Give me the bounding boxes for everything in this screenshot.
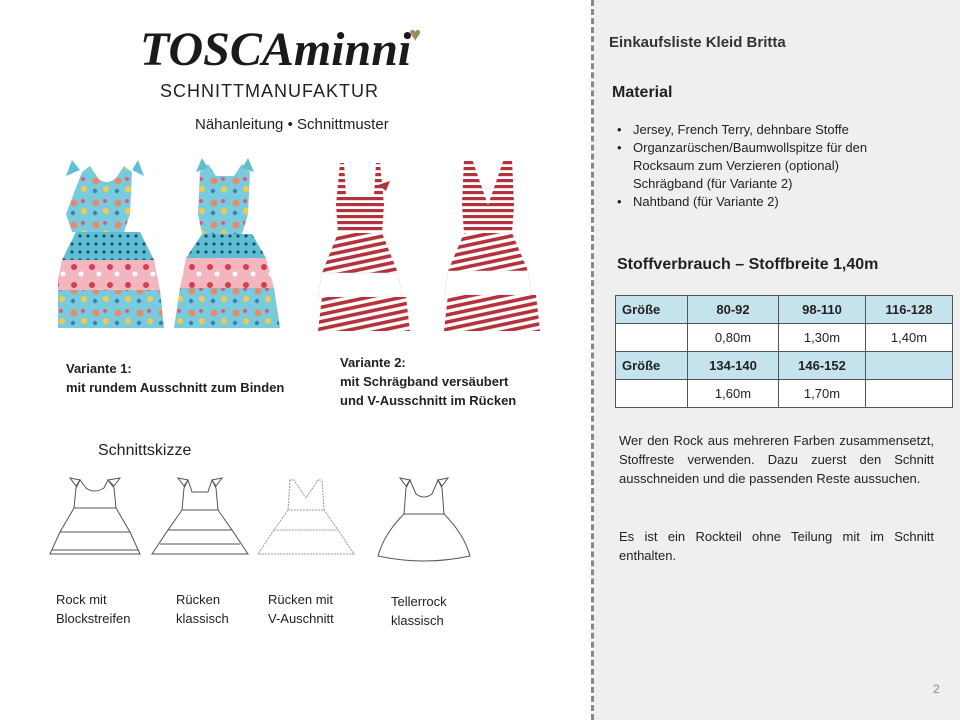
- table-row: [616, 324, 953, 352]
- table-cell: Größe: [616, 352, 688, 380]
- table-cell: 1,40m: [866, 324, 953, 352]
- sketch-title: Schnittskizze: [98, 442, 192, 459]
- table-cell: 80-92: [688, 296, 779, 324]
- table-row: [616, 352, 953, 380]
- material-list: [617, 121, 917, 211]
- page-number: 2: [933, 682, 940, 696]
- sketch-drawings: [44, 474, 474, 574]
- table-cell: 98-110: [779, 296, 866, 324]
- brand-logo: [140, 22, 423, 77]
- list-item: • Organzarüschen/Baumwollspitze für den Rocksaum zum Verzieren (optional) Schrägband (für Variante 2): [617, 139, 893, 193]
- list-item: • Nahtband (für Variante 2): [617, 193, 917, 211]
- sketch-label-4a: Tellerrock: [391, 594, 447, 609]
- dress-v2-front-photo: [318, 163, 410, 331]
- paragraph-skirt-piece: Es ist ein Rockteil ohne Teilung mit im Schnitt enthalten.: [619, 529, 934, 563]
- paragraph-remnants: Wer den Rock aus mehreren Farben zusammensetzt, Stoffreste verwenden. Dazu zuerst den Schnitt ausschneiden und die passenden Reste aussuchen.: [619, 433, 934, 486]
- table-cell: 0,80m: [688, 324, 779, 352]
- sketch-block-stripes: [50, 478, 140, 554]
- table-cell: 134-140: [688, 352, 779, 380]
- sketch-label-3b: V-Auschnitt: [268, 611, 334, 626]
- table-cell: 146-152: [779, 352, 866, 380]
- variant1-photos: [58, 152, 290, 348]
- table-row: [616, 380, 953, 408]
- material-heading: Material: [612, 84, 673, 101]
- variant2-desc: mit Schrägband versäubert: [340, 374, 509, 389]
- sketch-circle-skirt: [378, 478, 470, 561]
- table-cell: [866, 352, 953, 380]
- heart-icon: ♥: [409, 24, 422, 46]
- dress-back-photo: [174, 158, 280, 328]
- logo-subtitle: SCHNITTMANUFAKTUR: [160, 81, 379, 101]
- sketch-label-1a: Rock mit: [56, 592, 107, 607]
- table-cell: [616, 380, 688, 408]
- dress-v2-back-photo: [444, 159, 540, 331]
- table-cell: 116-128: [866, 296, 953, 324]
- table-cell: 1,70m: [779, 380, 866, 408]
- fabric-usage-heading: Stoffverbrauch – Stoffbreite 1,40m: [617, 256, 879, 273]
- variant2-photos: [318, 155, 550, 341]
- sketch-back-v: [258, 480, 354, 554]
- table-cell: [866, 380, 953, 408]
- table-cell: Größe: [616, 296, 688, 324]
- table-cell: [616, 324, 688, 352]
- dress-front-photo: [58, 160, 164, 328]
- variant1-title: Variante 1:: [66, 361, 132, 376]
- table-row: [616, 296, 953, 324]
- size-table: [615, 295, 953, 408]
- sketch-label-3a: Rücken mit: [268, 592, 334, 607]
- logo-text: TOSCAminni: [140, 23, 412, 76]
- table-cell: 1,60m: [688, 380, 779, 408]
- variant2-desc2: und V-Ausschnitt im Rücken: [340, 393, 517, 408]
- sketch-label-2b: klassisch: [176, 611, 229, 626]
- sketch-back-classic: [152, 478, 248, 554]
- table-cell: 1,30m: [779, 324, 866, 352]
- sketch-label-4b: klassisch: [391, 613, 444, 628]
- sketch-label-1b: Blockstreifen: [56, 611, 131, 626]
- variant2-title: Variante 2:: [340, 355, 406, 370]
- sketch-label-2a: Rücken: [176, 592, 221, 607]
- variant1-desc: mit rundem Ausschnitt zum Binden: [66, 380, 285, 395]
- shopping-list-title: Einkaufsliste Kleid Britta: [609, 34, 786, 51]
- page-subtitle: Nähanleitung • Schnittmuster: [195, 116, 389, 133]
- list-item: • Jersey, French Terry, dehnbare Stoffe: [617, 121, 917, 139]
